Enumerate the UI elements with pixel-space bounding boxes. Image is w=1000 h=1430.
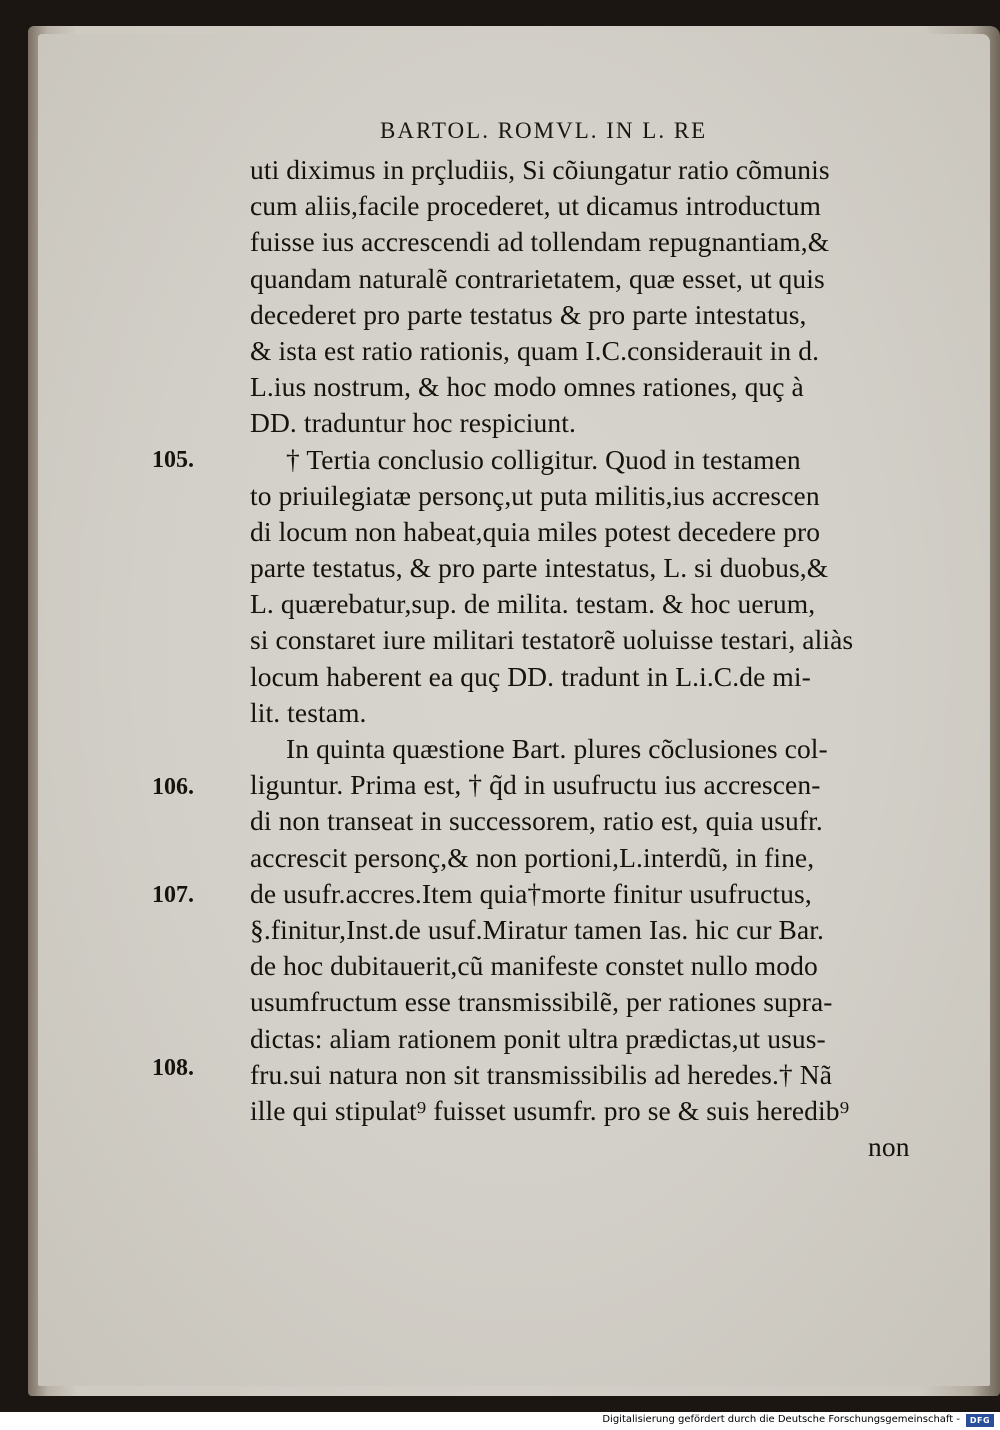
text-line: & ista est ratio rationis, quam I.C.considerauit in d. (250, 334, 820, 366)
text-line: quandam naturalẽ contrarietatem, quæ esset, ut quis (250, 262, 825, 294)
text-line: decederet pro parte testatus & pro parte intestatus, (250, 298, 807, 330)
text-line: L. quærebatur,sup. de milita. testam. & hoc uerum, (250, 588, 816, 620)
text-line: accrescit personç,& non portioni,L.interdũ, in fine, (250, 841, 815, 873)
text-line: uti diximus in prçludiis, Si cõiungatur ratio cõmunis (250, 154, 830, 185)
text-line: di non transeat in successorem, ratio est, quia usufr. (250, 805, 823, 837)
text-line: §.finitur,Inst.de usuf.Miratur tamen Ias. hic cur Bar. (250, 913, 825, 945)
dfg-logo[interactable]: DFG (966, 1414, 994, 1427)
margin-number-108: 108. (152, 1055, 194, 1081)
text-line: di locum non habeat,quia miles potest decedere pro (250, 515, 821, 547)
text-line: locum haberent ea quç DD. tradunt in L.i.C.de mi- (250, 660, 811, 692)
text-line: parte testatus, & pro parte intestatus, L. si duobus,& (250, 552, 829, 584)
text-line: usumfructum esse transmissibilẽ, per rationes supra- (250, 986, 833, 1018)
text-line: si constaret iure militari testatorẽ uoluisse testari, aliàs (250, 624, 854, 656)
text-line: ille qui stipulat⁹ fuisset usumfr. pro se & suis heredib⁹ (250, 1094, 850, 1126)
text-line: lit. testam. (250, 696, 367, 728)
text-line: dictas: aliam rationem ponit ultra prædictas,ut usus- (250, 1022, 826, 1054)
text-line: to priuilegiatæ personç,ut puta militis,ius accrescen (250, 479, 820, 511)
footer-bar (0, 1412, 1000, 1430)
body-text (250, 152, 930, 1165)
text-line: DD. traduntur hoc respiciunt. (250, 407, 576, 439)
text-line: cum aliis,facile procederet, ut dicamus introductum (250, 190, 821, 222)
text-line: † Tertia conclusio colligitur. Quod in testamen (286, 443, 801, 475)
footer-credit: Digitalisierung gefördert durch die Deutsche Forschungsgemeinschaft - (602, 1414, 960, 1425)
running-head: BARTOL. ROMVL. IN L. RE (380, 118, 708, 143)
text-line: L.ius nostrum, & hoc modo omnes rationes, quç à (250, 371, 804, 403)
text-line: fru.sui natura non sit transmissibilis ad heredes.† Nã (250, 1058, 833, 1090)
text-line: In quinta quæstione Bart. plures cõclusiones col- (286, 733, 828, 764)
margin-number-105: 105. (152, 447, 194, 473)
text-line: de hoc dubitauerit,cũ manifeste constet nullo modo (250, 950, 818, 982)
margin-number-106: 106. (152, 774, 194, 800)
catchword: non (868, 1131, 910, 1163)
text-line: fuisse ius accrescendi ad tollendam repugnantiam,& (250, 226, 830, 258)
text-line: liguntur. Prima est, † q̃d in usufructu ius accrescen- (250, 769, 821, 801)
text-line: de usufr.accres.Item quia†morte finitur usufructus, (250, 877, 812, 909)
margin-number-107: 107. (152, 882, 194, 908)
